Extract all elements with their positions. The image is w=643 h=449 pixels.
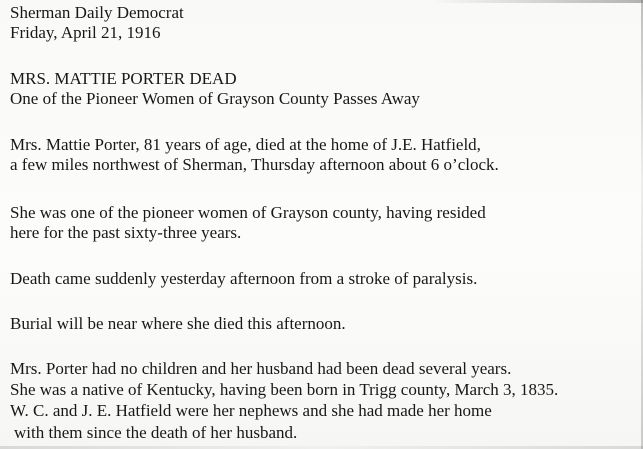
publication-date: Friday, April 21, 1916 bbox=[10, 23, 161, 42]
paragraph-5-line-1: Mrs. Porter had no children and her husband had been dead several years. bbox=[10, 359, 512, 378]
paragraph-2-line-2: here for the past sixty-three years. bbox=[10, 223, 242, 242]
paragraph-2-line-1: She was one of the pioneer women of Grayson county, having resided bbox=[10, 203, 486, 222]
newspaper-name: Sherman Daily Democrat bbox=[10, 3, 184, 22]
headline-subtitle: One of the Pioneer Women of Grayson County Passes Away bbox=[10, 89, 420, 108]
headline-title: MRS. MATTIE PORTER DEAD bbox=[10, 69, 237, 88]
paragraph-3: Death came suddenly yesterday afternoon from a stroke of paralysis. bbox=[10, 269, 478, 288]
paragraph-5-line-2: She was a native of Kentucky, having been born in Trigg county, March 3, 1835. bbox=[10, 380, 559, 399]
paragraph-5-line-4: with them since the death of her husband. bbox=[14, 423, 298, 442]
paragraph-1-line-2: a few miles northwest of Sherman, Thursday afternoon about 6 o’clock. bbox=[10, 155, 499, 174]
paragraph-4: Burial will be near where she died this afternoon. bbox=[10, 314, 346, 333]
paragraph-5-line-3: W. C. and J. E. Hatfield were her nephews and she had made her home bbox=[10, 401, 492, 420]
scan-edge-top bbox=[430, 0, 643, 3]
paragraph-1-line-1: Mrs. Mattie Porter, 81 years of age, died at the home of J.E. Hatfield, bbox=[10, 135, 481, 154]
